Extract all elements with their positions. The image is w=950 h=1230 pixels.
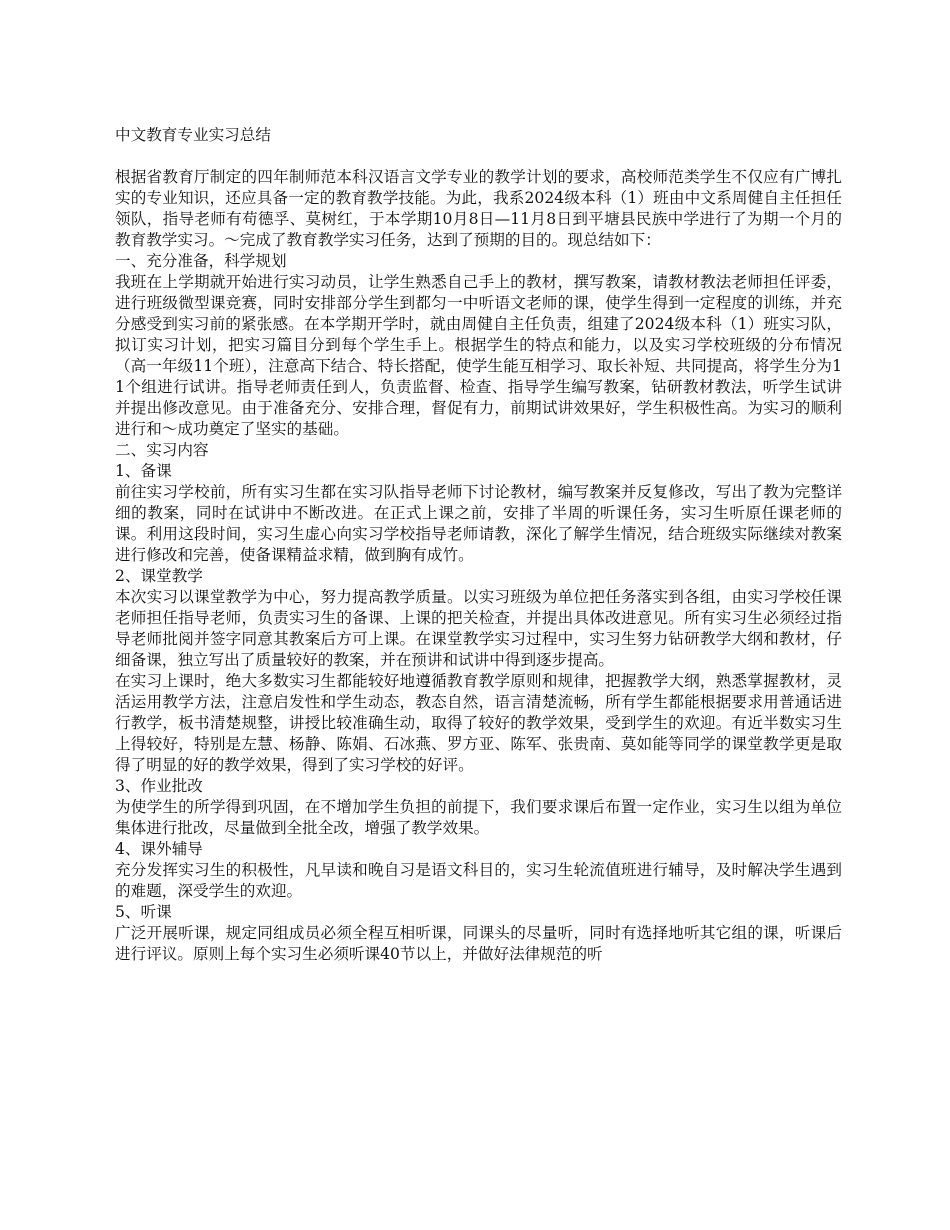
- heading-lesson-observation: 5、听课: [115, 903, 172, 921]
- paragraph-tutoring: 充分发挥实习生的积极性，凡早读和晚自习是语文科目的，实习生轮流值班进行辅导，及时解决学生遇到的难题，深受学生的欢迎。: [115, 861, 842, 900]
- heading-section-2: 二、实习内容: [115, 441, 209, 459]
- paragraph-preparation: 我班在上学期就开始进行实习动员，让学生熟悉自己手上的教材，撰写教案，请教材教法老师担任评委，进行班级微型课竞赛，同时安排部分学生到都匀一中听语文老师的课，使学生得到一定程度的训练，并充分感受到实习前的紧张感。在本学期开学时，就由周健自主任负责，组建了2024级本科（1）班实习队，拟订实习计划，把实习篇目分到每个学生手上。根据学生的特点和能力，以及实习学校班级的分布情况（高一年级11个班），注意高下结合、特长搭配，使学生能互相学习、取长补短、共同提高，将学生分为11个组进行试讲。指导老师责任到人，负责监督、检查、指导学生编写教案，钻研教材教法，听学生试讲并提出修改意见。由于准备充分、安排合理，督促有力，前期试讲效果好，学生积极性高。为实习的顺利进行和～成功奠定了坚实的基础。: [115, 273, 842, 438]
- paragraph-intro: 根据省教育厅制定的四年制师范本科汉语言文学专业的教学计划的要求，高校师范类学生不仅应有广博扎实的专业知识，还应具备一定的教育教学技能。为此，我系2024级本科（1）班由中文系周健自主任担任领队，指导老师有苟德孚、莫树红，于本学期10月8日—11月8日到平塘县民族中学进行了为期一个月的教育教学实习。～完成了教育教学实习任务，达到了预期的目的。现总结如下：: [115, 168, 842, 249]
- paragraph-lesson-observation: 广泛开展听课，规定同组成员必须全程互相听课，同课头的尽量听，同时有选择地听其它组的课，听课后进行评议。原则上每个实习生必须听课40节以上，并做好法律规范的听: [115, 924, 842, 963]
- paragraph-lesson-prep: 前往实习学校前，所有实习生都在实习队指导老师下讨论教材，编写教案并反复修改，写出了教为完整详细的教案，同时在试讲中不断改进。在正式上课之前，安排了半周的听课任务，实习生听原任课老师的课。利用这段时间，实习生虚心向实习学校指导老师请教，深化了解学生情况，结合班级实际继续对教案进行修改和完善，使备课精益求精，做到胸有成竹。: [115, 483, 842, 564]
- paragraph-homework-grading: 为使学生的所学得到巩固，在不增加学生负担的前提下，我们要求课后布置一定作业，实习生以组为单位集体进行批改，尽量做到全批全改，增强了教学效果。: [115, 798, 842, 837]
- heading-homework-grading: 3、作业批改: [115, 777, 203, 795]
- heading-classroom-teaching: 2、课堂教学: [115, 567, 203, 585]
- paragraph-classroom-teaching: 本次实习以课堂教学为中心，努力提高教学质量。以实习班级为单位把任务落实到各组，由实习学校任课老师担任指导老师，负责实习生的备课、上课的把关检查，并提出具体改进意见。所有实习生必须经过指导老师批阅并签字同意其教案后方可上课。在课堂教学实习过程中，实习生努力钻研教学大纲和教材，仔细备课，独立写出了质量较好的教案，并在预讲和试讲中得到逐步提高。: [115, 588, 842, 669]
- document-title: 中文教育专业实习总结: [115, 126, 271, 144]
- heading-tutoring: 4、课外辅导: [115, 840, 203, 858]
- document-body: [115, 167, 842, 965]
- heading-lesson-prep: 1、备课: [115, 462, 172, 480]
- heading-section-1: 一、充分准备，科学规划: [115, 252, 287, 270]
- paragraph-teaching-results: 在实习上课时，绝大多数实习生都能较好地遵循教育教学原则和规律，把握教学大纲，熟悉掌握教材，灵活运用教学方法，注意启发性和学生动态，教态自然，语言清楚流畅，所有学生都能根据要求用普通话进行教学，板书清楚规整，讲授比较准确生动，取得了较好的教学效果，受到学生的欢迎。有近半数实习生上得较好，特别是左慧、杨静、陈娟、石冰燕、罗方亚、陈军、张贵南、莫如能等同学的课堂教学更是取得了明显的好的教学效果，得到了实习学校的好评。: [115, 672, 842, 774]
- document-page: [115, 125, 842, 965]
